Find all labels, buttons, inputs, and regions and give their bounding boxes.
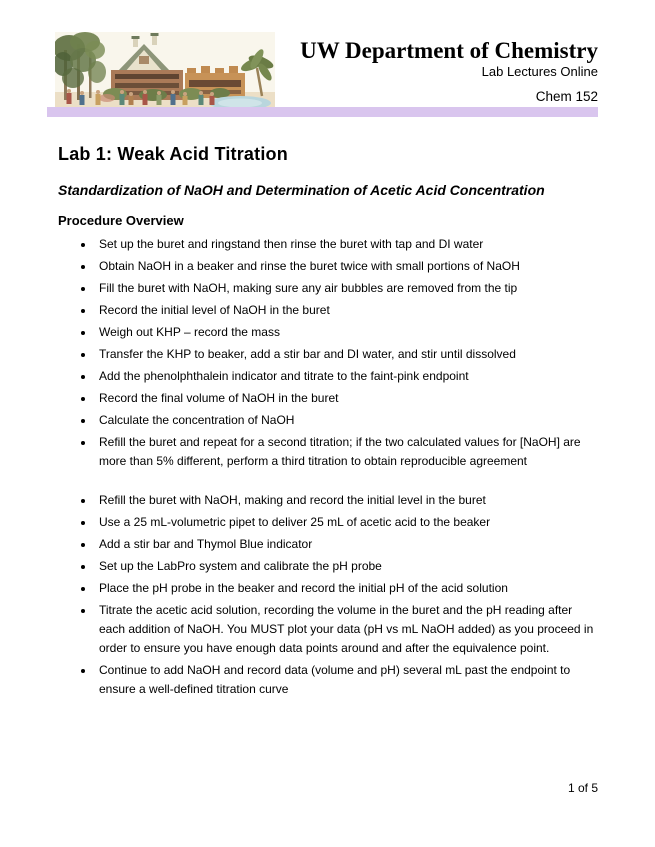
- procedure-item-text: Add a stir bar and Thymol Blue indicator: [99, 537, 313, 551]
- procedure-list-acetic-acid: [58, 491, 598, 699]
- campus-illustration-image: [55, 32, 275, 110]
- procedure-item-text: Place the pH probe in the beaker and record the initial pH of the acid solution: [99, 581, 508, 595]
- department-title: UW Department of Chemistry: [300, 38, 598, 63]
- page-number: 1 of 5: [567, 781, 598, 795]
- header-subtitle: Lab Lectures Online: [481, 64, 598, 79]
- procedure-item-text: Refill the buret with NaOH, making and record the initial level in the buret: [99, 493, 486, 507]
- procedure-item: [95, 433, 598, 471]
- procedure-item: [95, 301, 598, 320]
- procedure-item: [95, 279, 598, 298]
- procedure-item-text: Use a 25 mL-volumetric pipet to deliver 25 mL of acetic acid to the beaker: [99, 515, 491, 529]
- procedure-item-text: Set up the LabPro system and calibrate the pH probe: [99, 559, 382, 573]
- procedure-item-text: Fill the buret with NaOH, making sure any air bubbles are removed from the tip: [99, 281, 518, 295]
- procedure-item: [95, 661, 598, 699]
- procedure-item: [95, 601, 598, 658]
- document-body: [58, 117, 598, 702]
- section-heading: Procedure Overview: [58, 213, 184, 228]
- header-text-block: [300, 38, 598, 79]
- lab-subtitle: Standardization of NaOH and Determination of Acetic Acid Concentration: [58, 182, 545, 198]
- procedure-item-text: Record the initial level of NaOH in the buret: [99, 303, 330, 317]
- procedure-item: [95, 579, 598, 598]
- procedure-item-text: Calculate the concentration of NaOH: [99, 413, 295, 427]
- procedure-item: [95, 513, 598, 532]
- procedure-item: [95, 535, 598, 554]
- procedure-item-text: Continue to add NaOH and record data (volume and pH) several mL past the endpoint to ensure a well-defined titration curve: [99, 663, 571, 696]
- lavender-band: [47, 107, 598, 117]
- procedure-item: [95, 411, 598, 430]
- procedure-item: [95, 367, 598, 386]
- lab-title: Lab 1: Weak Acid Titration: [58, 144, 288, 164]
- procedure-item-text: Add the phenolphthalein indicator and titrate to the faint-pink endpoint: [99, 369, 469, 383]
- campus-illustration: [55, 32, 275, 110]
- procedure-item: [95, 235, 598, 254]
- procedure-item-text: Obtain NaOH in a beaker and rinse the buret twice with small portions of NaOH: [99, 259, 520, 273]
- procedure-item-text: Refill the buret and repeat for a second titration; if the two calculated values for [NaOH] are more than 5% different, perform a third titration to obtain reproducible agreement: [99, 435, 581, 468]
- procedure-item: [95, 389, 598, 408]
- course-label: Chem 152: [535, 89, 598, 104]
- procedure-item: [95, 557, 598, 576]
- procedure-item: [95, 257, 598, 276]
- procedure-item: [95, 345, 598, 364]
- procedure-item-text: Transfer the KHP to beaker, add a stir bar and DI water, and stir until dissolved: [99, 347, 516, 361]
- procedure-item-text: Record the final volume of NaOH in the buret: [99, 391, 339, 405]
- procedure-list-standardization: [58, 235, 598, 471]
- procedure-item-text: Titrate the acetic acid solution, recording the volume in the buret and the pH reading after each addition of NaOH. You MUST plot your data (pH vs mL NaOH added) as you proceed in order to ensure you have enough data points around and after the equivalence point.: [99, 603, 594, 655]
- procedure-item-text: Weigh out KHP – record the mass: [99, 325, 280, 339]
- procedure-item-text: Set up the buret and ringstand then rinse the buret with tap and DI water: [99, 237, 484, 251]
- procedure-item: [95, 323, 598, 342]
- procedure-item: [95, 491, 598, 510]
